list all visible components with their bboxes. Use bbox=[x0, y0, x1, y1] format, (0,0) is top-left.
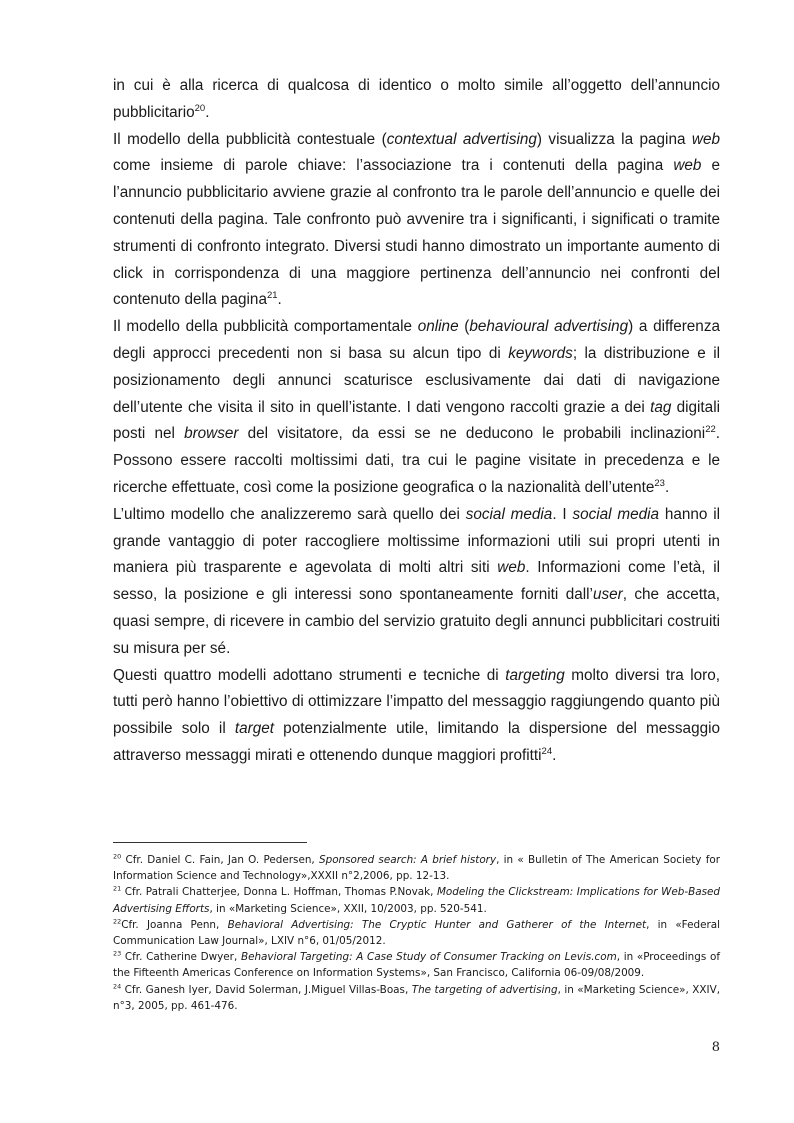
italic-text: keywords bbox=[508, 344, 573, 362]
italic-text: web bbox=[673, 157, 702, 175]
footnote-ref: 22 bbox=[705, 424, 716, 436]
text-run: del visitatore, da essi se ne deducono le probabili inclinazioni bbox=[238, 425, 706, 443]
text-run: ( bbox=[458, 318, 470, 336]
footnote-ref: 21 bbox=[266, 290, 278, 302]
text-run: Cfr. Daniel C. Fain, Jan O. Pedersen, bbox=[121, 854, 319, 866]
paragraph bbox=[113, 502, 720, 663]
text-run: molto diversi tra loro, tutti però hanno l’obiettivo di ottimizzare l’impatto del messaggio raggiungendo quanto più possibile solo il bbox=[113, 666, 721, 738]
italic-text: social media bbox=[465, 505, 553, 523]
text-run: , in « Bulletin of The American Society for Information Science and Technology»,XXXII n°2,2006, pp. 12-13. bbox=[113, 854, 720, 883]
body-text bbox=[113, 73, 720, 770]
italic-text: browser bbox=[184, 425, 239, 443]
text-run: . Informazioni come l’età, il sesso, la posizione e gli interessi sono spontaneamente forniti dall’ bbox=[113, 559, 720, 604]
footnotes bbox=[113, 852, 720, 1014]
text-run: in cui è alla ricerca di qualcosa di identico o molto simile all’oggetto dell’annuncio pubblicitario bbox=[113, 77, 720, 121]
footnote-ref: 22 bbox=[113, 917, 122, 926]
footnote-ref: 20 bbox=[194, 102, 206, 114]
paragraph bbox=[113, 314, 720, 502]
footnote bbox=[113, 982, 720, 1014]
text-run: hanno il grande vantaggio di poter raccogliere moltissime informazioni utili sui propri utenti in maniera più trasparente e agevolata di molti altri siti bbox=[113, 505, 720, 577]
text-run: digitali posti nel bbox=[113, 398, 720, 443]
text-run: . bbox=[664, 478, 670, 496]
paragraph bbox=[113, 663, 720, 770]
italic-text: web bbox=[691, 130, 720, 148]
footnote-separator bbox=[113, 842, 307, 843]
footnote bbox=[113, 884, 720, 916]
text-run: L’ultimo modello che analizzeremo sarà quello dei bbox=[113, 505, 466, 523]
footnote bbox=[113, 949, 720, 981]
text-run: . bbox=[277, 291, 282, 309]
text-run: Il modello della pubblicità contestuale ( bbox=[113, 130, 387, 148]
text-run: Cfr. Ganesh Iyer, David Solerman, J.Miguel Villas-Boas, bbox=[121, 983, 412, 996]
text-run: . I bbox=[552, 505, 573, 523]
text-run: , in «Marketing Science», XXII, 10/2003, pp. 520-541. bbox=[209, 902, 487, 915]
text-run: Il modello della pubblicità comportamentale bbox=[113, 318, 418, 336]
italic-text: social media bbox=[572, 505, 660, 523]
italic-text: Behavioral Targeting: A Case Study of Consumer Tracking on Levis.com bbox=[240, 951, 617, 964]
italic-text: contextual advertising bbox=[386, 130, 537, 148]
text-run: come insieme di parole chiave: l’associazione tra i contenuti della pagina bbox=[113, 157, 674, 175]
text-run: , che accetta, quasi sempre, di ricevere in cambio del servizio gratuito degli annunci pubblicitari costruiti su misura per sé. bbox=[113, 586, 720, 657]
page-number: 8 bbox=[711, 1040, 720, 1055]
italic-text: tag bbox=[650, 398, 672, 416]
italic-text: The targeting of advertising bbox=[411, 983, 558, 996]
paragraph bbox=[113, 127, 720, 315]
italic-text: behavioural advertising bbox=[469, 318, 629, 336]
text-run: Cfr. Joanna Penn, bbox=[121, 918, 228, 931]
italic-text: Modeling the Clickstream: Implications for Web-Based Advertising Efforts bbox=[113, 886, 720, 915]
italic-text: Sponsored search: A brief history bbox=[319, 854, 497, 866]
italic-text: targeting bbox=[505, 666, 565, 684]
text-run: . bbox=[205, 103, 210, 121]
footnote-ref: 24 bbox=[113, 982, 122, 991]
paragraph bbox=[113, 73, 720, 127]
italic-text: Behavioral Advertising: The Cryptic Hunter and Gatherer of the Internet bbox=[227, 918, 647, 931]
footnote-ref: 23 bbox=[654, 477, 665, 489]
text-run: ) a differenza degli approcci precedenti non si basa su alcun tipo di bbox=[113, 318, 720, 362]
text-run: ; la distribuzione e il posizionamento degli annunci scaturisce esclusivamente dai dati di navigazione dell’utente che visita il sito in quell’istante. I dati vengono raccolti grazie a dei bbox=[113, 344, 721, 416]
text-run: , in «Federal Communication Law Journal», LXIV n°6, 01/05/2012. bbox=[113, 918, 720, 948]
text-run: Cfr. Patrali Chatterjee, Donna L. Hoffman, Thomas P.Novak, bbox=[121, 886, 437, 899]
text-run: Cfr. Catherine Dwyer, bbox=[121, 951, 241, 964]
italic-text: web bbox=[497, 559, 526, 577]
footnote-ref: 23 bbox=[113, 949, 122, 958]
footnote-ref: 21 bbox=[113, 884, 122, 893]
text-run: Questi quattro modelli adottano strumenti e tecniche di bbox=[113, 666, 506, 684]
text-run: ) visualizza la pagina bbox=[536, 130, 692, 148]
text-run: . Possono essere raccolti moltissimi dati, tra cui le pagine visitate in precedenza e le ricerche effettuate, così come la posizione geografica o la nazionalità dell’utente bbox=[113, 425, 720, 496]
text-run: e l’annuncio pubblicitario avviene grazie al confronto tra le parole dell’annuncio e quelle dei contenuti della pagina. Tale confronto può avvenire tra i significanti, i significati o tramite strumenti di confronto integrato. Diversi studi hanno dimostrato un importante aumento di click in corrispondenza di una maggiore pertinenza dell’annuncio nei confronti del contenuto della pagina bbox=[113, 157, 720, 309]
text-run: , in «Proceedings of the Fifteenth Americas Conference on Information Systems», San Francisco, California 06-09/08/2009. bbox=[113, 951, 720, 980]
text-run: . bbox=[552, 746, 557, 764]
text-run: , in «Marketing Science», XXIV, n°3, 2005, pp. 461-476. bbox=[113, 983, 721, 1012]
footnote bbox=[113, 917, 720, 949]
footnote bbox=[113, 852, 720, 884]
footnote-ref: 24 bbox=[541, 745, 553, 757]
footnote-ref: 20 bbox=[113, 852, 122, 861]
italic-text: target bbox=[234, 720, 275, 738]
italic-text: online bbox=[417, 318, 459, 336]
italic-text: user bbox=[592, 586, 623, 604]
text-run: potenzialmente utile, limitando la dispersione del messaggio attraverso messaggi mirati e ottenendo dunque maggiori profitti bbox=[113, 720, 720, 764]
